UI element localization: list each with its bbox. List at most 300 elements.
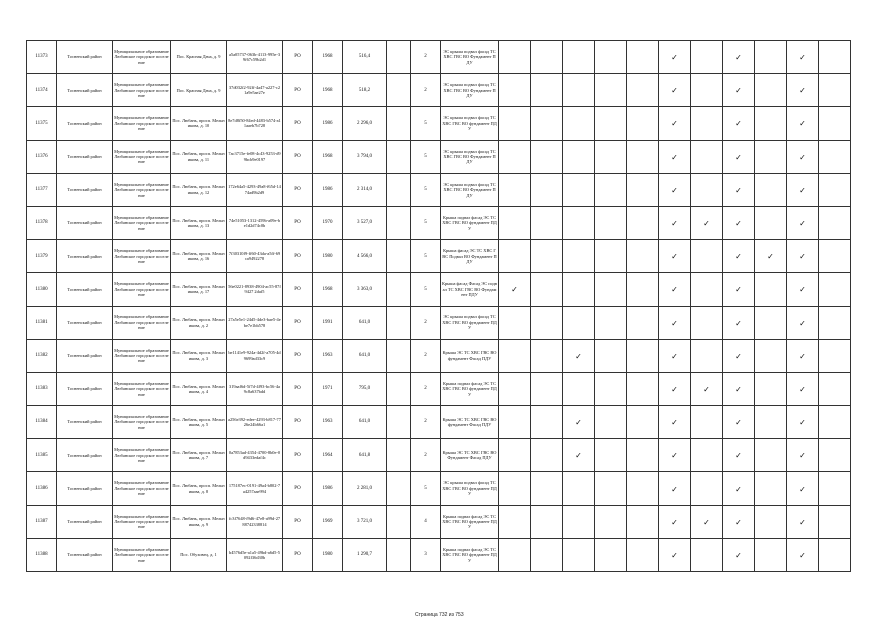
type-cell: РО <box>283 439 313 472</box>
checkmark-icon: ✓ <box>799 318 806 328</box>
municipality-cell: Муниципальное образование Любанское городское поселение <box>113 41 171 74</box>
mark-cell <box>819 538 851 571</box>
mark-cell <box>531 306 563 339</box>
year-cell: 1968 <box>313 140 343 173</box>
mark-cell <box>755 406 787 439</box>
mark-cell <box>659 273 691 306</box>
guid-cell: fc3f7648-f9d6-47e8-a99d-2788742338814 <box>227 505 283 538</box>
mark-cell <box>627 372 659 405</box>
area-cell: 641,0 <box>343 306 387 339</box>
mark-cell <box>595 173 627 206</box>
mark-cell <box>627 140 659 173</box>
mark-cell <box>531 240 563 273</box>
mark-cell <box>723 41 755 74</box>
municipality-cell: Муниципальное образование Любанское городское поселение <box>113 273 171 306</box>
mark-cell <box>499 505 531 538</box>
checkmark-icon: ✓ <box>799 219 806 229</box>
table-row <box>27 206 851 239</box>
empty-cell <box>387 74 411 107</box>
checkmark-icon: ✓ <box>767 252 774 262</box>
checkmark-icon: ✓ <box>735 451 742 461</box>
checkmark-icon: ✓ <box>671 252 678 262</box>
mark-cell <box>499 406 531 439</box>
mark-cell <box>499 74 531 107</box>
address-cell: Пос. Красная Дача, д. 9 <box>171 41 227 74</box>
mark-cell <box>531 406 563 439</box>
district-cell: Тосненский район <box>57 206 113 239</box>
type-cell: РО <box>283 41 313 74</box>
address-cell: Пос. Любань, просп. Мельникова, д. 7 <box>171 439 227 472</box>
empty-cell <box>387 505 411 538</box>
floors-cell: 5 <box>411 140 441 173</box>
guid-cell: 172e64a5-4293-49a8-f65d-1474ad9b2d9 <box>227 173 283 206</box>
table-row <box>27 41 851 74</box>
mark-cell <box>723 439 755 472</box>
checkmark-icon: ✓ <box>799 285 806 295</box>
year-cell: 1968 <box>313 74 343 107</box>
table-row <box>27 74 851 107</box>
mark-cell <box>819 406 851 439</box>
mark-cell <box>595 107 627 140</box>
municipality-cell: Муниципальное образование Любанское городское поселение <box>113 372 171 405</box>
mark-cell <box>787 406 819 439</box>
checkmark-icon: ✓ <box>671 384 678 394</box>
mark-cell <box>627 173 659 206</box>
mark-cell <box>755 173 787 206</box>
mark-cell <box>819 74 851 107</box>
mark-cell <box>627 339 659 372</box>
works-cell: ЭС крыша подвал фасад ТС ХВС ГВС ВО фундамент ПДУ <box>441 107 499 140</box>
page-footer: Страница 732 из 753 <box>415 612 464 618</box>
area-cell: 3 363,0 <box>343 273 387 306</box>
mark-cell <box>691 472 723 505</box>
guid-cell: 56e0221-8938-4904-ac55-87f9427 2daf5 <box>227 273 283 306</box>
table-row <box>27 505 851 538</box>
year-cell: 1970 <box>313 206 343 239</box>
mark-cell <box>563 140 595 173</box>
row-id: 11385 <box>27 439 57 472</box>
mark-cell <box>659 439 691 472</box>
mark-cell <box>563 206 595 239</box>
row-id: 11381 <box>27 306 57 339</box>
mark-cell <box>627 406 659 439</box>
mark-cell <box>691 273 723 306</box>
mark-cell <box>659 140 691 173</box>
empty-cell <box>387 372 411 405</box>
district-cell: Тосненский район <box>57 41 113 74</box>
type-cell: РО <box>283 505 313 538</box>
type-cell: РО <box>283 240 313 273</box>
works-cell: ЭС крыша подвал фасад ТС ХВС ГВС ВО Фундамент ПДУ <box>441 74 499 107</box>
district-cell: Тосненский район <box>57 107 113 140</box>
floors-cell: 5 <box>411 273 441 306</box>
year-cell: 1969 <box>313 505 343 538</box>
address-cell: Пос. Любань, просп. Мельникова, д. 12 <box>171 173 227 206</box>
mark-cell <box>819 41 851 74</box>
type-cell: РО <box>283 206 313 239</box>
type-cell: РО <box>283 406 313 439</box>
row-id: 11387 <box>27 505 57 538</box>
mark-cell <box>563 107 595 140</box>
empty-cell <box>387 406 411 439</box>
guid-cell: b4576d5e-a1a5-49bd-a6d5-5092f36d30b <box>227 538 283 571</box>
mark-cell <box>531 372 563 405</box>
mark-cell <box>691 538 723 571</box>
mark-cell <box>787 173 819 206</box>
mark-cell <box>531 173 563 206</box>
mark-cell <box>691 41 723 74</box>
guid-cell: 8e7d8f50-84ed-4483-b574-a11aaeb7b728 <box>227 107 283 140</box>
mark-cell <box>787 240 819 273</box>
mark-cell <box>499 339 531 372</box>
empty-cell <box>387 140 411 173</box>
mark-cell <box>659 74 691 107</box>
mark-cell <box>691 140 723 173</box>
mark-cell <box>755 107 787 140</box>
mark-cell <box>563 173 595 206</box>
mark-cell <box>499 206 531 239</box>
type-cell: РО <box>283 372 313 405</box>
checkmark-icon: ✓ <box>671 152 678 162</box>
checkmark-icon: ✓ <box>671 451 678 461</box>
mark-cell <box>659 306 691 339</box>
table-row <box>27 173 851 206</box>
year-cell: 1963 <box>313 339 343 372</box>
mark-cell <box>755 472 787 505</box>
year-cell: 1980 <box>313 240 343 273</box>
mark-cell <box>563 406 595 439</box>
checkmark-icon: ✓ <box>799 152 806 162</box>
checkmark-icon: ✓ <box>735 418 742 428</box>
works-cell: Крыша подвал фасад ЭС ТС ХВС ГВС ВО фундамент ПДУ <box>441 206 499 239</box>
mark-cell <box>499 439 531 472</box>
mark-cell <box>787 372 819 405</box>
guid-cell: 74e51053-1312-459b-a09e-be1d2d74c0b <box>227 206 283 239</box>
checkmark-icon: ✓ <box>671 219 678 229</box>
checkmark-icon: ✓ <box>671 550 678 560</box>
works-cell: ЭС крыша подвал фасад ТС ХВС ГВС ВО фундамент ПДУ <box>441 306 499 339</box>
district-cell: Тосненский район <box>57 406 113 439</box>
guid-cell: 27a5e5e1-24d5-4de3-bae5-4ebe7e1bb578 <box>227 306 283 339</box>
mark-cell <box>531 505 563 538</box>
type-cell: РО <box>283 173 313 206</box>
checkmark-icon: ✓ <box>511 285 518 295</box>
area-cell: 3 721,0 <box>343 505 387 538</box>
table-row <box>27 306 851 339</box>
works-cell: ЭС крыша подвал фасад ТС ХВС ГВС ВО Фундамент ПДУ <box>441 41 499 74</box>
mark-cell <box>691 173 723 206</box>
table-row <box>27 439 851 472</box>
guid-cell: 319aaf6d-5f7d-4f93-bc56-4a9c8a637bdd <box>227 372 283 405</box>
checkmark-icon: ✓ <box>799 185 806 195</box>
mark-cell <box>563 306 595 339</box>
address-cell: Пос. Любань, просп. Мельникова, д. 3 <box>171 339 227 372</box>
mark-cell <box>691 74 723 107</box>
checkmark-icon: ✓ <box>671 119 678 129</box>
mark-cell <box>563 41 595 74</box>
checkmark-icon: ✓ <box>735 219 742 229</box>
address-cell: Пос. Любань, просп. Мельникова, д. 13 <box>171 206 227 239</box>
floors-cell: 2 <box>411 372 441 405</box>
mark-cell <box>595 206 627 239</box>
year-cell: 1963 <box>313 406 343 439</box>
mark-cell <box>595 406 627 439</box>
mark-cell <box>723 273 755 306</box>
municipality-cell: Муниципальное образование Любанское городское поселение <box>113 173 171 206</box>
mark-cell <box>563 439 595 472</box>
table-body <box>27 41 851 572</box>
mark-cell <box>723 140 755 173</box>
checkmark-icon: ✓ <box>799 119 806 129</box>
district-cell: Тосненский район <box>57 173 113 206</box>
row-id: 11378 <box>27 206 57 239</box>
mark-cell <box>531 41 563 74</box>
mark-cell <box>819 173 851 206</box>
mark-cell <box>755 41 787 74</box>
mark-cell <box>787 107 819 140</box>
area-cell: 641,0 <box>343 339 387 372</box>
mark-cell <box>723 107 755 140</box>
floors-cell: 2 <box>411 41 441 74</box>
mark-cell <box>819 107 851 140</box>
works-cell: Крыша ЭС ТС ХВС ГВС ВО фундамент Фасад ПДУ <box>441 339 499 372</box>
address-cell: Пос. Обуховец, д. 1 <box>171 538 227 571</box>
mark-cell <box>627 505 659 538</box>
floors-cell: 4 <box>411 505 441 538</box>
mark-cell <box>627 273 659 306</box>
checkmark-icon: ✓ <box>799 484 806 494</box>
mark-cell <box>723 472 755 505</box>
row-id: 11380 <box>27 273 57 306</box>
address-cell: Пос. Любань, просп. Мельникова, д. 4 <box>171 372 227 405</box>
row-id: 11373 <box>27 41 57 74</box>
mark-cell <box>563 74 595 107</box>
municipality-cell: Муниципальное образование Любанское городское поселение <box>113 140 171 173</box>
mark-cell <box>627 439 659 472</box>
floors-cell: 5 <box>411 206 441 239</box>
table-row <box>27 240 851 273</box>
mark-cell <box>755 439 787 472</box>
checkmark-icon: ✓ <box>575 351 582 361</box>
floors-cell: 5 <box>411 173 441 206</box>
mark-cell <box>723 74 755 107</box>
mark-cell <box>531 439 563 472</box>
mark-cell <box>723 538 755 571</box>
type-cell: РО <box>283 140 313 173</box>
mark-cell <box>787 140 819 173</box>
mark-cell <box>563 472 595 505</box>
checkmark-icon: ✓ <box>735 53 742 63</box>
works-cell: Крыша фасад Фасад ЭС подвал ТС ХВС ГВС ВО Фундамент ПДУ <box>441 273 499 306</box>
floors-cell: 5 <box>411 107 441 140</box>
mark-cell <box>819 240 851 273</box>
empty-cell <box>387 472 411 505</box>
mark-cell <box>723 339 755 372</box>
mark-cell <box>659 41 691 74</box>
mark-cell <box>787 74 819 107</box>
table-row <box>27 107 851 140</box>
mark-cell <box>755 240 787 273</box>
mark-cell <box>595 74 627 107</box>
mark-cell <box>595 505 627 538</box>
mark-cell <box>595 439 627 472</box>
empty-cell <box>387 273 411 306</box>
type-cell: РО <box>283 538 313 571</box>
guid-cell: 37d032f2-92ff-4a47-a227-c21a9e5ae27e <box>227 74 283 107</box>
address-cell: Пос. Любань, просп. Мельникова, д. 11 <box>171 140 227 173</box>
mark-cell <box>787 306 819 339</box>
municipality-cell: Муниципальное образование Любанское городское поселение <box>113 206 171 239</box>
checkmark-icon: ✓ <box>671 86 678 96</box>
mark-cell <box>691 240 723 273</box>
mark-cell <box>531 273 563 306</box>
checkmark-icon: ✓ <box>735 318 742 328</box>
checkmark-icon: ✓ <box>799 252 806 262</box>
works-cell: ЭС крыша подвал фасад ТС ХВС ГВС ВО фундамент ПДУ <box>441 472 499 505</box>
municipality-cell: Муниципальное образование Любанское городское поселение <box>113 505 171 538</box>
checkmark-icon: ✓ <box>671 285 678 295</box>
mark-cell <box>819 439 851 472</box>
guid-cell: a5a05737-063b-4113-995e-39f67c59b2d1 <box>227 41 283 74</box>
checkmark-icon: ✓ <box>735 351 742 361</box>
mark-cell <box>659 339 691 372</box>
type-cell: РО <box>283 339 313 372</box>
district-cell: Тосненский район <box>57 306 113 339</box>
mark-cell <box>531 140 563 173</box>
mark-cell <box>659 406 691 439</box>
address-cell: Пос. Любань, просп. Мельникова, д. 10 <box>171 107 227 140</box>
mark-cell <box>691 107 723 140</box>
table-row <box>27 372 851 405</box>
mark-cell <box>627 240 659 273</box>
empty-cell <box>387 538 411 571</box>
mark-cell <box>819 472 851 505</box>
works-cell: ЭС крыша подвал фасад ТС ХВС ГВС ВО Фундамент ПДУ <box>441 140 499 173</box>
mark-cell <box>691 505 723 538</box>
address-cell: Пос. Любань, просп. Мельникова, д. 8 <box>171 472 227 505</box>
mark-cell <box>691 439 723 472</box>
mark-cell <box>499 306 531 339</box>
mark-cell <box>499 538 531 571</box>
mark-cell <box>691 406 723 439</box>
address-cell: Пос. Красная Дача, д. 9 <box>171 74 227 107</box>
year-cell: 1964 <box>313 439 343 472</box>
checkmark-icon: ✓ <box>799 451 806 461</box>
mark-cell <box>755 140 787 173</box>
mark-cell <box>531 538 563 571</box>
mark-cell <box>531 107 563 140</box>
checkmark-icon: ✓ <box>671 484 678 494</box>
table-row <box>27 406 851 439</box>
mark-cell <box>595 538 627 571</box>
mark-cell <box>659 107 691 140</box>
row-id: 11386 <box>27 472 57 505</box>
checkmark-icon: ✓ <box>735 517 742 527</box>
mark-cell <box>627 538 659 571</box>
mark-cell <box>627 74 659 107</box>
year-cell: 1968 <box>313 41 343 74</box>
works-cell: Крыша подвал фасад ЭС ТС ХВС ГВС ВО фундамент ПДУ <box>441 538 499 571</box>
row-id: 11379 <box>27 240 57 273</box>
checkmark-icon: ✓ <box>799 517 806 527</box>
mark-cell <box>819 140 851 173</box>
year-cell: 1986 <box>313 472 343 505</box>
mark-cell <box>691 306 723 339</box>
type-cell: РО <box>283 74 313 107</box>
municipality-cell: Муниципальное образование Любанское городское поселение <box>113 107 171 140</box>
mark-cell <box>531 472 563 505</box>
mark-cell <box>499 472 531 505</box>
guid-cell: 7ac3715e-fe08-4c43-9253-d99bcb9e0197 <box>227 140 283 173</box>
table-row <box>27 140 851 173</box>
year-cell: 1968 <box>313 273 343 306</box>
area-cell: 3 527,0 <box>343 206 387 239</box>
row-id: 11375 <box>27 107 57 140</box>
mark-cell <box>499 273 531 306</box>
address-cell: Пос. Любань, просп. Мельникова, д. 2 <box>171 306 227 339</box>
mark-cell <box>691 372 723 405</box>
year-cell: 1986 <box>313 107 343 140</box>
checkmark-icon: ✓ <box>735 152 742 162</box>
floors-cell: 2 <box>411 306 441 339</box>
mark-cell <box>563 273 595 306</box>
checkmark-icon: ✓ <box>703 517 710 527</box>
type-cell: РО <box>283 107 313 140</box>
mark-cell <box>659 240 691 273</box>
mark-cell <box>531 206 563 239</box>
mark-cell <box>659 538 691 571</box>
year-cell: 1980 <box>313 538 343 571</box>
mark-cell <box>723 306 755 339</box>
mark-cell <box>755 372 787 405</box>
checkmark-icon: ✓ <box>735 384 742 394</box>
mark-cell <box>627 41 659 74</box>
works-cell: Крыша подвал фасад ЭС ТС ХВС ГВС ВО фундамент ПДУ <box>441 372 499 405</box>
empty-cell <box>387 41 411 74</box>
empty-cell <box>387 107 411 140</box>
checkmark-icon: ✓ <box>735 252 742 262</box>
address-cell: Пос. Любань, просп. Мельникова, д. 9 <box>171 505 227 538</box>
year-cell: 1991 <box>313 306 343 339</box>
mark-cell <box>499 240 531 273</box>
checkmark-icon: ✓ <box>799 53 806 63</box>
table-row <box>27 472 851 505</box>
checkmark-icon: ✓ <box>735 119 742 129</box>
mark-cell <box>627 206 659 239</box>
type-cell: РО <box>283 273 313 306</box>
mark-cell <box>755 505 787 538</box>
checkmark-icon: ✓ <box>735 185 742 195</box>
mark-cell <box>723 240 755 273</box>
checkmark-icon: ✓ <box>735 550 742 560</box>
district-cell: Тосненский район <box>57 505 113 538</box>
district-cell: Тосненский район <box>57 372 113 405</box>
checkmark-icon: ✓ <box>703 219 710 229</box>
checkmark-icon: ✓ <box>799 384 806 394</box>
floors-cell: 3 <box>411 538 441 571</box>
mark-cell <box>531 74 563 107</box>
checkmark-icon: ✓ <box>671 53 678 63</box>
mark-cell <box>787 41 819 74</box>
mark-cell <box>595 306 627 339</box>
checkmark-icon: ✓ <box>799 550 806 560</box>
mark-cell <box>691 206 723 239</box>
mark-cell <box>787 472 819 505</box>
mark-cell <box>595 339 627 372</box>
district-cell: Тосненский район <box>57 140 113 173</box>
mark-cell <box>787 538 819 571</box>
mark-cell <box>595 372 627 405</box>
